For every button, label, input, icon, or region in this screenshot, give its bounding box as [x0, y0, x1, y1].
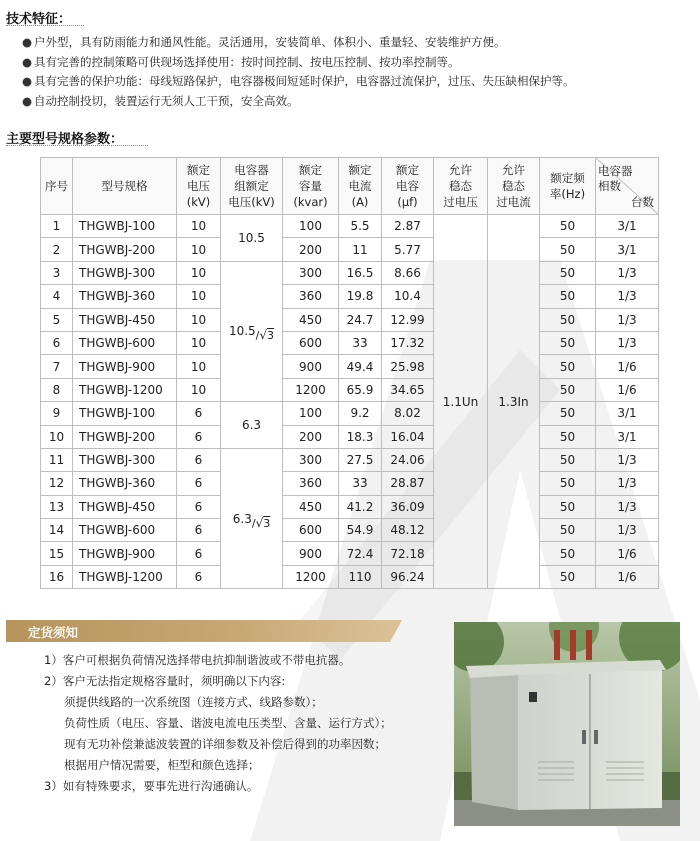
table-row	[41, 261, 659, 284]
cell-current: 72.4	[339, 542, 382, 565]
cell-phase: 1/6	[596, 565, 659, 588]
cell-seq: 10	[41, 425, 73, 448]
cell-model: THGWBJ-450	[73, 495, 177, 518]
cell-capacity: 360	[283, 472, 339, 495]
cell-capacitance: 96.24	[382, 565, 434, 588]
feature-item: ● 自动控制投切，装置运行无须人工干预，安全高效。	[22, 93, 299, 108]
cell-capacitance: 2.87	[382, 215, 434, 238]
cell-current: 33	[339, 472, 382, 495]
cell-group-voltage: 6.3/√3	[221, 448, 283, 588]
cell-phase: 3/1	[596, 402, 659, 425]
cell-rated-voltage: 10	[177, 215, 221, 238]
cell-seq: 12	[41, 472, 73, 495]
cell-seq: 8	[41, 378, 73, 401]
cell-model: THGWBJ-450	[73, 308, 177, 331]
feature-item: ● 具有完善的控制策略可供现场选择使用：按时间控制、按电压控制、按功率控制等。	[22, 54, 460, 69]
cell-seq: 14	[41, 519, 73, 542]
cell-phase: 1/6	[596, 378, 659, 401]
cell-rated-voltage: 6	[177, 542, 221, 565]
cell-capacity: 200	[283, 238, 339, 261]
cell-capacity: 600	[283, 519, 339, 542]
cell-model: THGWBJ-1200	[73, 378, 177, 401]
order-line: 现有无功补偿兼滤波装置的详细参数及补偿后得到的功率因数；	[64, 737, 386, 751]
cell-capacitance: 28.87	[382, 472, 434, 495]
cell-current: 9.2	[339, 402, 382, 425]
order-line: 1）客户可根据负荷情况选择带电抗抑制谐波或不带电抗器。	[44, 653, 351, 667]
cell-seq: 5	[41, 308, 73, 331]
cell-model: THGWBJ-200	[73, 425, 177, 448]
cell-current: 65.9	[339, 378, 382, 401]
cell-model: THGWBJ-300	[73, 448, 177, 471]
cell-current: 24.7	[339, 308, 382, 331]
cell-seq: 11	[41, 448, 73, 471]
cell-current: 27.5	[339, 448, 382, 471]
header-rated-voltage: 额定 电压 (kV)	[177, 158, 221, 215]
cell-phase: 1/3	[596, 331, 659, 354]
cell-capacitance: 12.99	[382, 308, 434, 331]
cell-group-voltage: 6.3	[221, 402, 283, 449]
cell-capacitance: 25.98	[382, 355, 434, 378]
table-row	[41, 331, 659, 354]
header-seq: 序号	[41, 158, 73, 215]
order-line: 2）客户无法指定规格容量时，须明确以下内容:	[44, 674, 286, 688]
cell-capacity: 200	[283, 425, 339, 448]
specs-title: 主要型号规格参数：	[6, 128, 123, 147]
cell-current: 110	[339, 565, 382, 588]
cell-capacity: 1200	[283, 378, 339, 401]
cell-capacity: 300	[283, 448, 339, 471]
cell-rated-voltage: 6	[177, 448, 221, 471]
cell-phase: 1/3	[596, 448, 659, 471]
cell-model: THGWBJ-1200	[73, 565, 177, 588]
cell-frequency: 50	[540, 519, 596, 542]
cell-capacitance: 72.18	[382, 542, 434, 565]
cell-capacity: 600	[283, 331, 339, 354]
table-row	[41, 425, 659, 448]
cell-capacity: 100	[283, 215, 339, 238]
table-row	[41, 308, 659, 331]
header-overvoltage: 允许 稳态 过电压	[434, 158, 488, 215]
cell-frequency: 50	[540, 472, 596, 495]
cell-current: 11	[339, 238, 382, 261]
cell-frequency: 50	[540, 355, 596, 378]
cell-capacitance: 48.12	[382, 519, 434, 542]
header-capacity: 额定 容量 (kvar)	[283, 158, 339, 215]
cell-model: THGWBJ-360	[73, 472, 177, 495]
cell-capacitance: 17.32	[382, 331, 434, 354]
cell-seq: 15	[41, 542, 73, 565]
table-row	[41, 565, 659, 588]
cell-capacitance: 5.77	[382, 238, 434, 261]
cell-group-voltage: 10.5/√3	[221, 261, 283, 401]
cell-seq: 4	[41, 285, 73, 308]
order-notes	[44, 650, 392, 797]
cell-seq: 6	[41, 331, 73, 354]
table-row	[41, 238, 659, 261]
cell-frequency: 50	[540, 448, 596, 471]
cell-current: 18.3	[339, 425, 382, 448]
cell-current: 54.9	[339, 519, 382, 542]
cell-frequency: 50	[540, 238, 596, 261]
header-current: 额定 电流 (A)	[339, 158, 382, 215]
cell-frequency: 50	[540, 495, 596, 518]
cell-current: 41.2	[339, 495, 382, 518]
cell-capacitance: 8.66	[382, 261, 434, 284]
cell-rated-voltage: 10	[177, 285, 221, 308]
cell-frequency: 50	[540, 425, 596, 448]
cell-frequency: 50	[540, 215, 596, 238]
cell-phase: 1/3	[596, 519, 659, 542]
table-row	[41, 472, 659, 495]
cell-capacitance: 34.65	[382, 378, 434, 401]
header-phase: 电容器 相数 台数	[596, 158, 659, 215]
cell-phase: 1/3	[596, 285, 659, 308]
cell-model: THGWBJ-360	[73, 285, 177, 308]
cell-seq: 2	[41, 238, 73, 261]
cell-phase: 1/6	[596, 542, 659, 565]
order-line: 须提供线路的一次系统图（连接方式、线路参数）；	[64, 695, 323, 709]
order-line: 3）如有特殊要求，要事先进行沟通确认。	[44, 779, 259, 793]
cell-model: THGWBJ-600	[73, 331, 177, 354]
cell-rated-voltage: 6	[177, 425, 221, 448]
cell-current: 33	[339, 331, 382, 354]
cell-seq: 13	[41, 495, 73, 518]
table-row	[41, 355, 659, 378]
cell-model: THGWBJ-900	[73, 355, 177, 378]
cell-phase: 1/3	[596, 495, 659, 518]
cell-rated-voltage: 10	[177, 308, 221, 331]
cell-frequency: 50	[540, 308, 596, 331]
cell-capacity: 360	[283, 285, 339, 308]
table-row	[41, 378, 659, 401]
order-title: 定货须知	[28, 625, 79, 640]
cell-frequency: 50	[540, 261, 596, 284]
cell-phase: 3/1	[596, 238, 659, 261]
cell-phase: 1/3	[596, 472, 659, 495]
table-row	[41, 285, 659, 308]
order-line: 负荷性质（电压、容量、谐波电流电压类型、含量、运行方式）；	[64, 716, 392, 730]
spec-table	[40, 157, 659, 589]
cell-capacity: 900	[283, 355, 339, 378]
cell-frequency: 50	[540, 285, 596, 308]
cell-current: 19.8	[339, 285, 382, 308]
table-row	[41, 215, 659, 238]
cell-seq: 7	[41, 355, 73, 378]
cell-rated-voltage: 10	[177, 378, 221, 401]
cell-rated-voltage: 10	[177, 261, 221, 284]
cell-model: THGWBJ-300	[73, 261, 177, 284]
cell-seq: 1	[41, 215, 73, 238]
feature-item: ● 具有完善的保护功能：母线短路保护，电容器极间短延时保护，电容器过流保护，过压、失压缺相保护等。	[22, 74, 575, 88]
cell-rated-voltage: 10	[177, 238, 221, 261]
feature-item: ● 户外型，具有防雨能力和通风性能。灵活通用，安装简单、体积小、重量轻、安装维护方便。	[22, 35, 506, 49]
cell-rated-voltage: 6	[177, 519, 221, 542]
cell-capacity: 900	[283, 542, 339, 565]
table-row	[41, 402, 659, 425]
cell-rated-voltage: 6	[177, 495, 221, 518]
cell-frequency: 50	[540, 378, 596, 401]
cell-phase: 1/3	[596, 261, 659, 284]
cell-seq: 9	[41, 402, 73, 425]
cell-capacitance: 24.06	[382, 448, 434, 471]
table-row	[41, 495, 659, 518]
cell-frequency: 50	[540, 542, 596, 565]
cell-phase: 3/1	[596, 425, 659, 448]
header-overcurrent: 允许 稳态 过电流	[488, 158, 540, 215]
cell-phase: 1/3	[596, 308, 659, 331]
table-row	[41, 519, 659, 542]
header-group-voltage: 电容器 组额定 电压(kV)	[221, 158, 283, 215]
cell-capacitance: 8.02	[382, 402, 434, 425]
cell-capacitance: 16.04	[382, 425, 434, 448]
product-photo	[454, 622, 680, 826]
cell-current: 5.5	[339, 215, 382, 238]
feature-list	[22, 33, 575, 111]
table-row	[41, 542, 659, 565]
cell-phase: 1/6	[596, 355, 659, 378]
cell-rated-voltage: 10	[177, 331, 221, 354]
cell-capacity: 100	[283, 402, 339, 425]
cell-seq: 16	[41, 565, 73, 588]
cell-model: THGWBJ-100	[73, 215, 177, 238]
cell-model: THGWBJ-100	[73, 402, 177, 425]
cell-seq: 3	[41, 261, 73, 284]
cell-overcurrent: 1.3In	[488, 215, 540, 589]
cell-current: 49.4	[339, 355, 382, 378]
header-model: 型号规格	[73, 158, 177, 215]
cell-capacitance: 36.09	[382, 495, 434, 518]
cell-overvoltage: 1.1Un	[434, 215, 488, 589]
cell-model: THGWBJ-600	[73, 519, 177, 542]
order-line: 根据用户情况需要，柜型和颜色选择；	[64, 758, 260, 772]
header-frequency: 额定频 率(Hz)	[540, 158, 596, 215]
cell-frequency: 50	[540, 331, 596, 354]
cell-model: THGWBJ-900	[73, 542, 177, 565]
tech-title: 技术特征：	[6, 8, 71, 27]
cell-model: THGWBJ-200	[73, 238, 177, 261]
cell-capacity: 1200	[283, 565, 339, 588]
cell-capacity: 450	[283, 495, 339, 518]
cell-capacitance: 10.4	[382, 285, 434, 308]
header-capacitance: 额定 电容 (μf)	[382, 158, 434, 215]
cell-rated-voltage: 6	[177, 565, 221, 588]
cell-frequency: 50	[540, 565, 596, 588]
cell-rated-voltage: 6	[177, 472, 221, 495]
cell-rated-voltage: 6	[177, 402, 221, 425]
cell-phase: 3/1	[596, 215, 659, 238]
cell-current: 16.5	[339, 261, 382, 284]
order-title-bar	[6, 620, 390, 642]
cell-capacity: 300	[283, 261, 339, 284]
cell-group-voltage: 10.5	[221, 215, 283, 262]
cell-frequency: 50	[540, 402, 596, 425]
cell-rated-voltage: 10	[177, 355, 221, 378]
table-row	[41, 448, 659, 471]
cell-capacity: 450	[283, 308, 339, 331]
